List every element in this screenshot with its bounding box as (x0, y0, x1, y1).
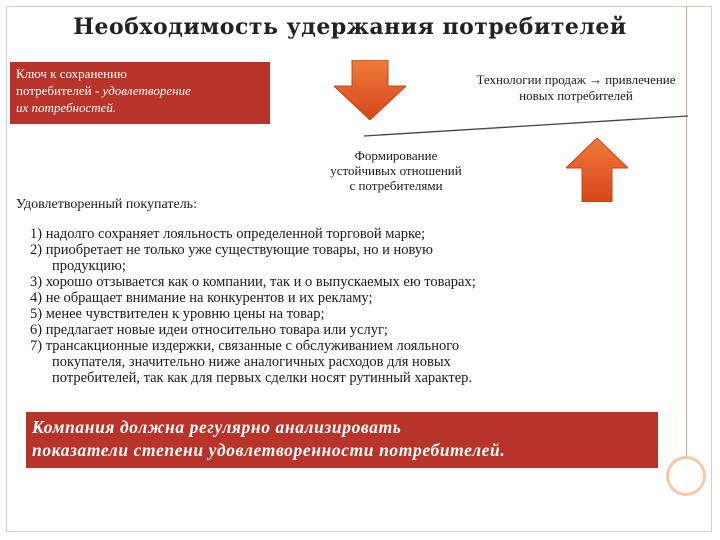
benefit-item-line: 5) менее чувствителен к уровню цены на товар; (30, 306, 325, 322)
technology-line-1: Технологии продаж → привлечение (476, 72, 676, 87)
key-box-line-3: их потребностей. (16, 100, 117, 115)
formation-line-3: с потребителями (349, 178, 443, 193)
benefit-item-line: 1) надолго сохраняет лояльность определенной торговой марке; (30, 226, 426, 242)
benefit-item (30, 242, 670, 274)
conclusion-line-1: Компания должна регулярно анализировать (32, 417, 402, 437)
benefit-item-line: 4) не обращает внимание на конкурентов и их рекламу; (30, 290, 373, 306)
benefit-item (30, 338, 670, 386)
benefit-item-line: продукцию; (52, 258, 126, 274)
benefit-item (30, 274, 670, 290)
slide-title: Необходимость удержания потребителей (73, 14, 627, 40)
benefit-item-line: 2) приобретает не только уже существующие товары, но и новую (30, 242, 433, 258)
formation-line-2: устойчивых отношений (330, 163, 462, 178)
benefit-item (30, 322, 670, 338)
formation-text (296, 148, 496, 193)
benefit-item (30, 226, 670, 242)
benefit-list (30, 226, 670, 386)
conclusion-line-2: показатели степени удовлетворенности потребителей. (32, 440, 506, 460)
key-box-line-2-italic: удовлетворение (102, 83, 191, 98)
benefit-item-line: потребителей, так как для первых сделки носят рутинный характер. (52, 370, 473, 386)
benefit-item-line: 6) предлагает новые идеи относительно товара или услуг; (30, 322, 388, 338)
benefit-item (30, 290, 670, 306)
benefit-item-line: 3) хорошо отзывается как о компании, так и о выпускаемых ею товарах; (30, 274, 476, 290)
satisfied-customer-label: Удовлетворенный покупатель: (16, 197, 197, 212)
benefit-item (30, 306, 670, 322)
key-box-line-2-plain: потребителей - (16, 83, 103, 98)
formation-line-1: Формирование (354, 148, 438, 163)
key-box-line-1: Ключ к сохранению (16, 66, 127, 81)
technology-line-2: новых потребителей (519, 88, 633, 103)
conclusion-box (26, 412, 658, 468)
benefit-item-line: покупателя, значительно ниже аналогичных расходов для новых (52, 354, 451, 370)
benefit-item-line: 7) трансакционные издержки, связанные с обслуживанием лояльного (30, 338, 460, 354)
